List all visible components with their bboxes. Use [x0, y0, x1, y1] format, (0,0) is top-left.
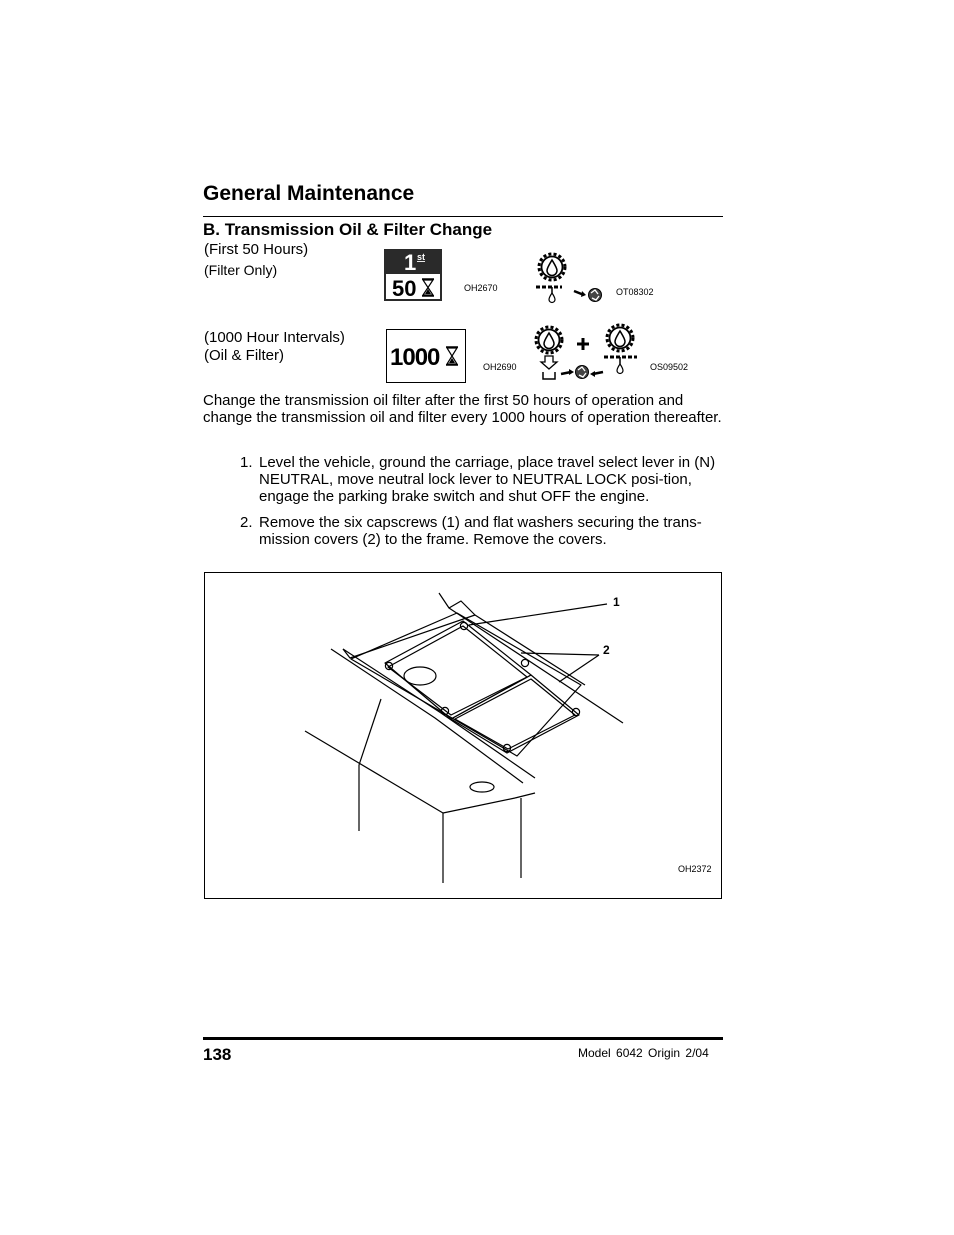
step-2: [240, 514, 724, 548]
step-text: Level the vehicle, ground the carriage, place travel select lever in (N) NEUTRAL, move neutral lock lever to NEUTRAL LOCK posi-tion, engage the parking brake switch and shut OFF the engine.: [259, 454, 716, 505]
callout-2: 2: [603, 643, 610, 657]
first-50-hours-icon: [384, 249, 442, 301]
intro-paragraph: Change the transmission oil filter after the first 50 hours of operation and change the transmission oil and filter every 1000 hours of operation thereafter.: [203, 392, 722, 426]
transmission-cover-drawing: [205, 573, 721, 898]
page-number: 138: [203, 1045, 232, 1064]
filter-change-icon: [532, 247, 610, 305]
first-interval-note: (Filter Only): [204, 262, 278, 278]
footer-model-info: Model 6042 Origin 2/04: [578, 1046, 709, 1060]
first-interval-label: (First 50 Hours): [204, 241, 309, 258]
step-number: 1.: [240, 454, 253, 471]
second-interval-label: (1000 Hour Intervals): [204, 329, 345, 346]
section-title: General Maintenance: [203, 182, 415, 205]
code-oh2690: OH2690: [483, 362, 517, 372]
code-oh2670: OH2670: [464, 283, 498, 293]
code-ot08302: OT08302: [616, 287, 654, 297]
footer-divider: [203, 1037, 723, 1040]
step-text: Remove the six capscrews (1) and flat washers securing the trans-mission covers (2) to the frame. Remove the covers.: [259, 514, 702, 548]
badge-first-superscript: st: [417, 252, 426, 262]
subsection-title: B. Transmission Oil & Filter Change: [203, 220, 493, 239]
code-os09502: OS09502: [650, 362, 689, 372]
figure-code: OH2372: [678, 864, 712, 874]
second-interval-note: (Oil & Filter): [204, 347, 284, 364]
step-1: [240, 454, 724, 505]
title-divider: [203, 216, 723, 217]
1000-hours-icon: [386, 329, 466, 383]
step-number: 2.: [240, 514, 253, 531]
badge-first-number: 1: [404, 250, 417, 275]
badge-first-hours: 50: [392, 276, 417, 301]
transmission-cover-figure: [204, 572, 722, 899]
badge-second-hours: 1000: [390, 344, 440, 371]
callout-1: 1: [613, 595, 620, 609]
oil-and-filter-change-icon: [527, 320, 645, 384]
